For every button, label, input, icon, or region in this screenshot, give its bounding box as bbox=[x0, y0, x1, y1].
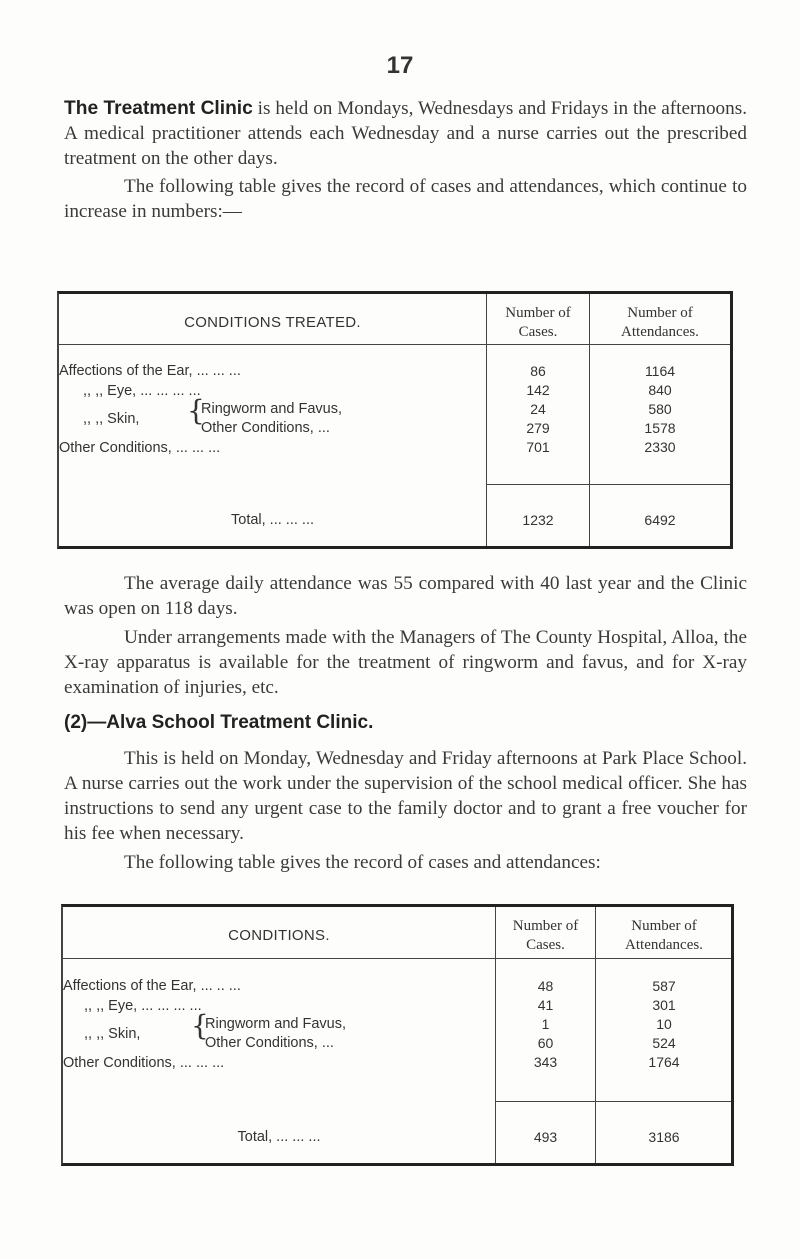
cell-attendances: 587 bbox=[652, 978, 676, 994]
cell-cases: 86 bbox=[530, 363, 546, 379]
row-label: Other Conditions, ... bbox=[201, 420, 330, 436]
row-label: Other Conditions, ... ... ... bbox=[63, 1055, 225, 1071]
row-label: Ringworm and Favus, bbox=[201, 401, 343, 417]
cell-cases: 1 bbox=[541, 1016, 550, 1032]
cell-cases: 48 bbox=[537, 978, 554, 994]
table-intro-2-text: The following table gives the record of cases and attendances: bbox=[124, 852, 601, 873]
brace-glyph: { bbox=[187, 394, 205, 427]
paragraph-average bbox=[64, 571, 747, 621]
paragraph-alva bbox=[64, 746, 747, 846]
table-intro-1-text: The following table gives the record of cases and attendances, which continue to increase in numbers:— bbox=[64, 176, 747, 222]
cell-cases: 343 bbox=[533, 1054, 558, 1070]
paragraph-xray bbox=[64, 625, 747, 700]
cell-attendances: 2330 bbox=[644, 439, 676, 455]
header-conditions: CONDITIONS TREATED. bbox=[184, 314, 361, 331]
cell-attendances: 1164 bbox=[644, 363, 676, 379]
paragraph-alva-text: This is held on Monday, Wednesday and Friday afternoons at Park Place School. A nurse carries out the work under the supervision of the school medical officer. She has instructions to send any urgent case to the family doctor and to grant a free voucher for his fee when necessary. bbox=[64, 748, 747, 844]
total-cases: 1232 bbox=[522, 512, 554, 528]
table-intro-1 bbox=[64, 174, 747, 224]
total-cases: 493 bbox=[533, 1129, 558, 1145]
row-label: Affections of the Ear, ... ... ... bbox=[59, 363, 241, 379]
cell-cases: 41 bbox=[537, 997, 554, 1013]
cell-attendances: 301 bbox=[652, 997, 676, 1013]
total-label: Total, ... ... ... bbox=[237, 1129, 321, 1145]
header-attendances: Number of Attendances. bbox=[621, 305, 699, 340]
row-label: Affections of the Ear, ... .. ... bbox=[63, 978, 241, 994]
row-label: ,, ,, Skin, bbox=[83, 411, 140, 427]
cell-cases: 279 bbox=[526, 420, 550, 436]
conditions-treated-table bbox=[57, 291, 733, 549]
table-intro-2 bbox=[64, 850, 747, 875]
intro-text: is held on Mondays, Wednesdays and Fridays in the afternoons. A medical practitioner attends each Wednesday and a nurse carries out the prescribed treatment on the other days. bbox=[64, 98, 748, 169]
row-label: Other Conditions, ... bbox=[205, 1035, 334, 1051]
page-number: 17 bbox=[386, 52, 414, 79]
cell-attendances: 524 bbox=[652, 1035, 676, 1051]
cell-cases: 24 bbox=[530, 401, 546, 417]
cell-attendances: 1764 bbox=[648, 1054, 680, 1070]
header-conditions: CONDITIONS. bbox=[228, 927, 330, 944]
cell-cases: 142 bbox=[526, 382, 550, 398]
cell-attendances: 840 bbox=[648, 382, 672, 398]
intro-lead: The Treatment Clinic bbox=[64, 98, 253, 119]
total-attendances: 6492 bbox=[644, 512, 676, 528]
row-label: Ringworm and Favus, bbox=[205, 1016, 347, 1032]
row-label: ,, ,, Skin, bbox=[84, 1026, 141, 1042]
cell-cases: 701 bbox=[526, 439, 550, 455]
total-attendances: 3186 bbox=[648, 1129, 680, 1145]
header-cases: Number of Cases. bbox=[505, 305, 571, 340]
row-label: Other Conditions, ... ... ... bbox=[59, 440, 221, 456]
header-cases: Number of Cases. bbox=[512, 918, 579, 953]
intro-paragraph bbox=[64, 96, 747, 171]
cell-attendances: 1578 bbox=[644, 420, 676, 436]
paragraph-xray-text: Under arrangements made with the Managers of The County Hospital, Alloa, the X-ray apparatus is available for the treatment of ringworm and favus, and for X-ray examination of injuries, etc. bbox=[64, 627, 747, 698]
paragraph-average-text: The average daily attendance was 55 compared with 40 last year and the Clinic was open on 118 days. bbox=[64, 573, 747, 619]
row-label: ,, ,, Eye, ... ... ... ... bbox=[83, 383, 201, 399]
section-heading: (2)—Alva School Treatment Clinic. bbox=[64, 712, 374, 733]
conditions-table bbox=[61, 904, 734, 1166]
brace-glyph: { bbox=[191, 1009, 209, 1042]
cell-cases: 60 bbox=[537, 1035, 554, 1051]
cell-attendances: 580 bbox=[648, 401, 672, 417]
row-label: ,, ,, Eye, ... ... ... ... bbox=[84, 998, 202, 1014]
header-attendances: Number of Attendances. bbox=[625, 918, 703, 953]
total-label: Total, ... ... ... bbox=[231, 512, 314, 528]
cell-attendances: 10 bbox=[656, 1016, 672, 1032]
